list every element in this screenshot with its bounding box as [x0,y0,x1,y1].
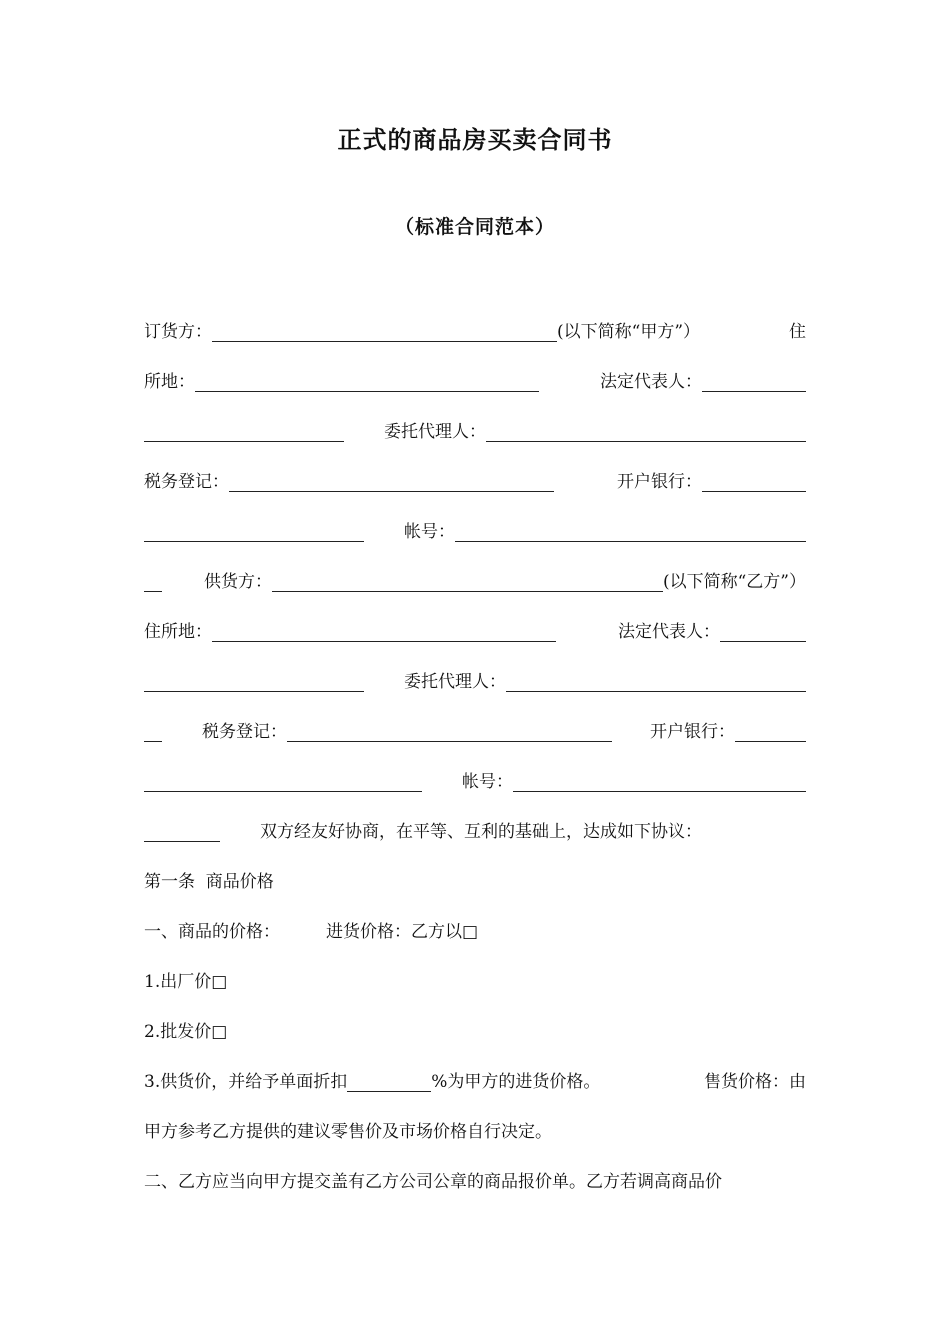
party-b-tax-label: 税务登记： [202,722,287,742]
party-b-legal-rep-label: 法定代表人： [618,622,720,642]
document-title: 正式的商品房买卖合同书 [337,126,613,154]
option-2-wholesale-price: 2.批发价□ [144,1022,228,1042]
sale-price-text: 甲方参考乙方提供的建议零售价及市场价格自行决定。 [144,1122,552,1142]
discount-blank[interactable] [347,1071,431,1092]
party-b-account-blank[interactable] [513,771,806,792]
party-a-address-label-start: 住 [789,322,806,342]
party-a-legal-rep-label: 法定代表人： [600,372,702,392]
party-a-agent-row [144,407,806,457]
party-b-legal-rep-blank[interactable] [720,621,806,642]
party-b-address-row [144,607,806,657]
article1-item2-row [144,1157,806,1207]
party-b-name-blank[interactable] [272,571,663,592]
purchase-price-text: 进货价格：乙方以□ [326,922,479,942]
party-a-address-row [144,357,806,407]
party-a-agent-blank[interactable] [486,421,806,442]
option-3-row [144,1057,806,1107]
option-2-row [144,1007,806,1057]
party-b-bank-blank[interactable] [735,721,806,742]
party-a-name-label: 订货方： [144,322,212,342]
party-a-legal-rep-blank-cont[interactable] [144,421,344,442]
party-b-bank-label: 开户银行： [650,722,735,742]
party-b-account-row [144,757,806,807]
sale-price-label: 售货价格：由 [704,1072,806,1092]
article1-item1-row [144,907,806,957]
party-b-address-label: 住所地： [144,622,212,642]
party-b-tax-row [144,707,806,757]
party-a-alias: (以下简称“甲方”） [557,322,701,342]
party-a-bank-label: 开户银行： [617,472,702,492]
article1-item1-label: 一、商品的价格： [144,922,280,942]
party-b-account-label: 帐号： [462,772,513,792]
party-a-tax-blank[interactable] [229,471,554,492]
party-b-legal-rep-blank-cont[interactable] [144,671,364,692]
party-b-agent-label: 委托代理人： [404,672,506,692]
party-a-name-blank[interactable] [212,321,557,342]
party-a-address-blank[interactable] [195,371,539,392]
party-a-legal-rep-blank[interactable] [702,371,806,392]
option-3-prefix: 3.供货价，并给予单面折扣 [144,1072,348,1092]
party-a-tax-row [144,457,806,507]
party-a-account-blank-cont[interactable] [144,571,162,592]
article1-item2-text: 二、乙方应当向甲方提交盖有乙方公司公章的商品报价单。乙方若调高商品价 [144,1172,722,1192]
party-a-address-label: 所地： [144,372,195,392]
article1-heading-row [144,857,806,907]
party-a-bank-blank-cont[interactable] [144,521,364,542]
party-b-agent-blank[interactable] [506,671,806,692]
party-b-alias: (以下简称“乙方”） [662,572,806,592]
party-b-address-blank[interactable] [212,621,556,642]
party-b-name-label: 供货方： [204,572,272,592]
party-b-account-blank-cont[interactable] [144,821,220,842]
party-a-name-row [144,307,806,357]
party-b-agent-row [144,657,806,707]
party-b-agent-blank-cont[interactable] [144,721,162,742]
option-1-row [144,957,806,1007]
party-b-name-row [144,557,806,607]
agreement-intro-row [144,807,806,857]
party-b-bank-blank-cont[interactable] [144,771,422,792]
document-subtitle: （标准合同范本） [394,216,555,238]
party-a-account-row [144,507,806,557]
agreement-intro-text: 双方经友好协商，在平等、互利的基础上，达成如下协议： [260,822,702,842]
party-a-bank-blank[interactable] [702,471,806,492]
article1-heading: 第一条 商品价格 [144,872,274,892]
party-a-agent-label: 委托代理人： [384,422,486,442]
party-a-account-blank[interactable] [455,521,806,542]
party-b-tax-blank[interactable] [287,721,612,742]
sale-price-cont-row [144,1107,806,1157]
option-3-suffix: %为甲方的进货价格。 [431,1072,601,1092]
option-1-factory-price: 1.出厂价□ [144,972,228,992]
party-a-tax-label: 税务登记： [144,472,229,492]
contract-body [144,307,806,1207]
party-a-account-label: 帐号： [404,522,455,542]
